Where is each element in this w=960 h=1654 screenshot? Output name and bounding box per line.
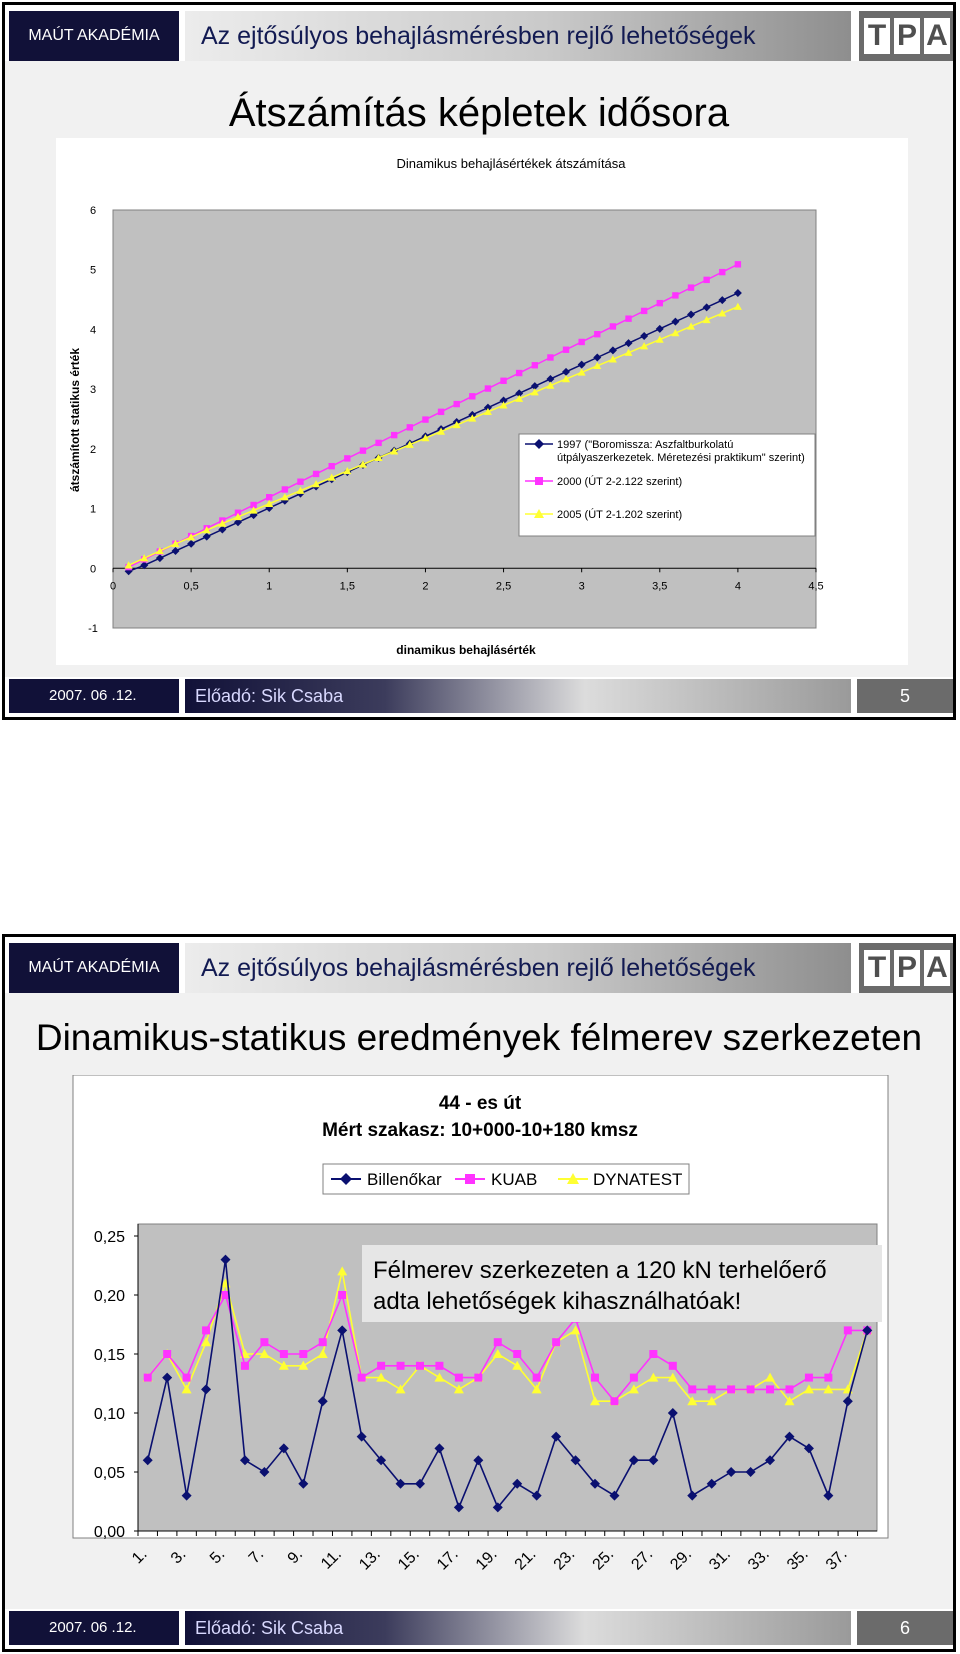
data-point — [469, 393, 475, 399]
data-point — [407, 424, 413, 430]
data-point — [344, 455, 350, 461]
data-point — [422, 416, 428, 422]
y-tick-label: 0,00 — [93, 1524, 125, 1541]
data-point — [578, 339, 584, 345]
x-tick-label: 2 — [422, 580, 429, 593]
data-point — [547, 354, 553, 360]
x-tick-label: 35. — [784, 1545, 812, 1574]
slide-footer — [5, 677, 953, 717]
academy-label: MAÚT AKADÉMIA — [9, 943, 179, 993]
data-point — [688, 284, 694, 290]
y-tick-label: 0,10 — [93, 1406, 125, 1423]
legend-marker-2000 — [535, 477, 543, 485]
data-point — [241, 1362, 249, 1370]
footer-date: 2007. 06 .12. — [9, 679, 179, 713]
y-tick-label: 2 — [89, 443, 97, 456]
data-point — [453, 401, 459, 407]
y-tick-label: 6 — [89, 205, 97, 217]
logo-letter: T — [864, 18, 890, 54]
x-tick-label: 27. — [628, 1545, 657, 1574]
page-number: 6 — [857, 1611, 953, 1645]
data-point — [563, 347, 569, 353]
data-point — [319, 1338, 327, 1346]
y-tick-label: -1 — [88, 623, 98, 635]
logo-letter: T — [864, 950, 890, 986]
header-title: Az ejtősúlyos behajlásmérésben rejlő lehetőségek — [185, 11, 851, 61]
x-tick-label: 3. — [167, 1545, 190, 1568]
y-tick-label: 1 — [89, 503, 97, 516]
y-axis-label: átszámított statikus érték — [68, 347, 82, 493]
logo-letter: A — [924, 950, 950, 986]
data-point — [552, 1338, 560, 1346]
data-point — [202, 1326, 210, 1334]
legend-label-2000: 2000 (ÚT 2-2.122 szerint) — [557, 476, 683, 488]
data-point — [435, 1362, 443, 1370]
data-point — [313, 471, 319, 477]
data-point — [533, 1374, 541, 1382]
y-tick-label: 0,15 — [93, 1347, 125, 1364]
y-tick-label: 0,05 — [93, 1465, 125, 1482]
data-point — [416, 1362, 424, 1370]
data-point — [703, 277, 709, 283]
x-tick-label: 15. — [395, 1545, 423, 1574]
data-point — [299, 1350, 307, 1358]
data-point — [391, 432, 397, 438]
legend-label-kuab: KUAB — [491, 1170, 538, 1189]
data-point — [500, 378, 506, 384]
x-tick-label: 1 — [266, 580, 273, 593]
slide-header — [5, 937, 953, 993]
header-title: Az ejtősúlyos behajlásmérésben rejlő lehetőségek — [185, 943, 851, 993]
x-tick-label: 5. — [206, 1545, 229, 1568]
x-tick-label: 31. — [706, 1545, 734, 1574]
data-point — [163, 1350, 171, 1358]
x-tick-label: 29. — [667, 1545, 696, 1574]
x-tick-label: 7. — [245, 1545, 268, 1568]
y-tick-label: 0 — [89, 563, 97, 576]
legend-label-1997-line-2: útpályaszerkezetek. Méretezési praktikum" szerint) — [557, 452, 805, 464]
data-point — [641, 308, 647, 314]
x-tick-label: 3 — [578, 580, 585, 593]
x-tick-label: 13. — [356, 1545, 384, 1574]
x-tick-label: 1,5 — [339, 580, 355, 593]
x-tick-label: 2,5 — [495, 580, 512, 593]
y-tick-label: 4 — [89, 324, 97, 337]
data-point — [438, 409, 444, 415]
x-tick-label: 21. — [511, 1545, 540, 1574]
x-tick-label: 23. — [550, 1545, 579, 1574]
logo-letter: P — [894, 18, 920, 54]
slide-5 — [2, 2, 956, 720]
logo-letter: A — [924, 18, 950, 54]
data-point — [630, 1374, 638, 1382]
slide-footer — [5, 1609, 953, 1649]
data-point — [375, 440, 381, 446]
measurement-chart — [5, 1075, 953, 1652]
x-tick-label: 17. — [433, 1545, 462, 1574]
y-tick-label: 5 — [89, 264, 97, 277]
data-point — [260, 1338, 268, 1346]
data-point — [516, 370, 522, 376]
conversion-chart — [56, 138, 908, 665]
data-point — [688, 1385, 696, 1393]
data-point — [397, 1362, 405, 1370]
x-tick-label: 0 — [109, 580, 117, 593]
data-point — [455, 1374, 463, 1382]
logo-letter: P — [894, 950, 920, 986]
data-point — [282, 486, 288, 492]
data-point — [144, 1374, 152, 1382]
x-tick-label: 4 — [734, 580, 741, 593]
data-point — [532, 362, 538, 368]
footer-presenter: Előadó: Sik Csaba — [185, 1611, 851, 1645]
x-tick-label: 3,5 — [652, 580, 668, 593]
x-tick-label: 33. — [745, 1545, 773, 1574]
data-point — [280, 1350, 288, 1358]
data-point — [719, 269, 725, 275]
legend-label-dynatest: DYNATEST — [593, 1170, 683, 1189]
data-point — [591, 1374, 599, 1382]
data-point — [183, 1374, 191, 1382]
academy-label: MAÚT AKADÉMIA — [9, 11, 179, 61]
data-point — [735, 261, 741, 267]
x-tick-label: 11. — [318, 1545, 346, 1573]
legend-label-billenokar: Billenőkar — [367, 1170, 442, 1189]
footer-date: 2007. 06 .12. — [9, 1611, 179, 1645]
data-point — [474, 1374, 482, 1382]
chart-title: Dinamikus behajlásértékek átszámítása — [396, 156, 626, 171]
footer-presenter: Előadó: Sik Csaba — [185, 679, 851, 713]
data-point — [727, 1385, 735, 1393]
tpa-logo — [859, 11, 955, 61]
data-point — [513, 1350, 521, 1358]
data-point — [338, 1291, 346, 1299]
data-point — [785, 1385, 793, 1393]
x-axis-label: dinamikus behajlásérték — [396, 643, 536, 657]
data-point — [669, 1362, 677, 1370]
data-point — [358, 1374, 366, 1382]
x-tick-label: 0,5 — [183, 580, 199, 593]
data-point — [594, 331, 600, 337]
legend-label-1997-line-1: 1997 ("Boromissza: Aszfaltburkolatú — [557, 439, 734, 451]
x-tick-label: 37. — [822, 1545, 851, 1574]
data-point — [844, 1326, 852, 1334]
x-tick-label: 9. — [284, 1545, 307, 1568]
callout-line-2: adta lehetőségek kihasználhatóak! — [373, 1288, 742, 1315]
data-point — [377, 1362, 385, 1370]
y-tick-label: 0,25 — [93, 1229, 125, 1246]
x-tick-label: 4,5 — [808, 580, 824, 593]
callout — [362, 1245, 882, 1322]
chart-legend — [519, 434, 815, 536]
x-tick-label: 25. — [589, 1545, 618, 1574]
data-point — [610, 1397, 618, 1405]
chart-subtitle: Mért szakasz: 10+000-10+180 kmsz — [322, 1120, 638, 1141]
data-point — [266, 494, 272, 500]
data-point — [805, 1374, 813, 1382]
data-point — [494, 1338, 502, 1346]
callout-line-1: Félmerev szerkezeten a 120 kN terhelőerő — [373, 1257, 827, 1284]
data-point — [329, 463, 335, 469]
data-point — [766, 1385, 774, 1393]
y-tick-label: 0,20 — [93, 1288, 125, 1305]
data-point — [747, 1385, 755, 1393]
data-point — [360, 447, 366, 453]
data-point — [485, 385, 491, 391]
data-point — [649, 1350, 657, 1358]
chart-title: 44 - es út — [438, 1093, 522, 1114]
data-point — [824, 1374, 832, 1382]
slide-6 — [2, 934, 956, 1652]
legend-marker-kuab — [465, 1174, 475, 1184]
data-point — [672, 292, 678, 298]
slide-header — [5, 5, 953, 61]
slide-title: Átszámítás képletek idősora — [228, 91, 730, 135]
page-number: 5 — [857, 679, 953, 713]
x-tick-label: 1. — [129, 1545, 151, 1568]
slide-title: Dinamikus-statikus eredmények félmerev szerkezeten — [35, 1017, 923, 1058]
data-point — [657, 300, 663, 306]
y-tick-label: 3 — [89, 384, 97, 397]
chart-legend — [323, 1164, 689, 1194]
data-point — [297, 479, 303, 485]
data-point — [610, 323, 616, 329]
data-point — [708, 1385, 716, 1393]
x-tick-label: 19. — [472, 1545, 501, 1574]
data-point — [625, 315, 631, 321]
legend-label-2005: 2005 (ÚT 2-1.202 szerint) — [557, 509, 683, 521]
tpa-logo — [859, 943, 955, 993]
